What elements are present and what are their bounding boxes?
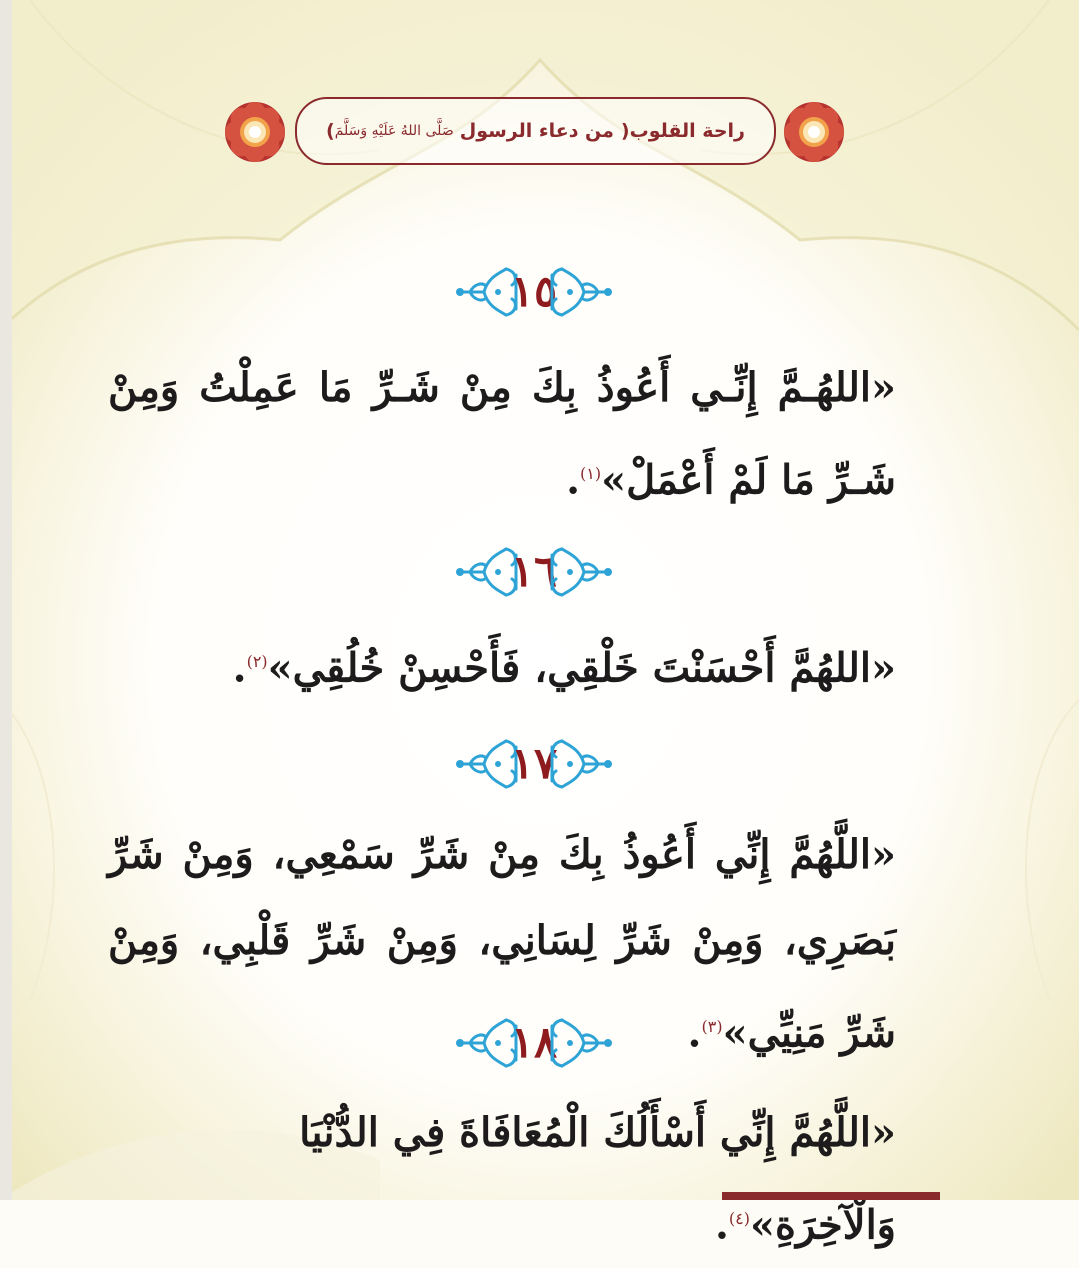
page-header [222,97,847,167]
dua-period: . [687,1009,702,1057]
dua-period: . [566,456,580,504]
page-edge [0,0,12,1200]
header-subtitle: من دعاء الرسول [459,120,614,142]
rosette-icon [222,99,288,165]
ornament-icon [544,545,614,599]
dua-text: «اللَّهُمَّ إِنِّي أَسْأَلُكَ الْمُعَافَاةَ فِي الدُّنْيَا وَالْآخِرَةِ» [299,1109,896,1249]
dua-number-badge [454,545,614,599]
footnote-ref: (١) [580,464,602,483]
footnote-ref: (٢) [246,652,268,671]
dua-text: «اللهُمَّ أَحْسَنْتَ خَلْقِي، فَأَحْسِنْ خُلُقِي» [267,644,896,692]
dua-number: ١٧ [510,738,558,789]
dua-number: ١٨ [510,1017,558,1068]
dua-number-badge [454,265,614,319]
footnote-ref: (٣) [701,1017,723,1036]
header-salawat: صَلَّى اللهُ عَلَيْهِ وَسَلَّمَ [334,123,454,139]
header-title: راحة القلوب [629,120,745,142]
dua-number-badge [454,1016,614,1070]
dua-number: ١٦ [510,546,558,597]
dua-number: ١٥ [510,266,558,317]
dua-period: . [232,644,247,692]
dua-text: «اللهُـمَّ إِنِّـي أَعُوذُ بِكَ مِنْ شَـرِّ مَا عَمِلْتُ وَمِنْ شَـرِّ مَا لَمْ أَعْمَلْ» [108,364,896,504]
dua-period: . [714,1201,729,1249]
footnote-ref: (٤) [728,1209,750,1228]
dua-text-block [108,345,896,523]
dua-text: «اللَّهُمَّ إِنِّي أَعُوذُ بِكَ مِنْ شَرِّ سَمْعِي، وَمِنْ شَرِّ بَصَرِي، وَمِنْ شَرِّ لِسَانِي، وَمِنْ شَرِّ قَلْبِي، وَمِنْ شَرِّ مَنِيِّي» [108,831,896,1057]
ornament-icon [544,265,614,319]
ornament-icon [544,737,614,791]
page-bottom-tab [722,1192,940,1200]
header-paren-open: ( [620,120,630,142]
header-title-box [295,97,776,165]
dua-number-badge [454,737,614,791]
dua-text-block [108,619,896,711]
header-paren-close: ) [326,120,335,142]
ornament-icon [544,1016,614,1070]
rosette-icon [781,99,847,165]
dua-text-block [108,1090,896,1268]
